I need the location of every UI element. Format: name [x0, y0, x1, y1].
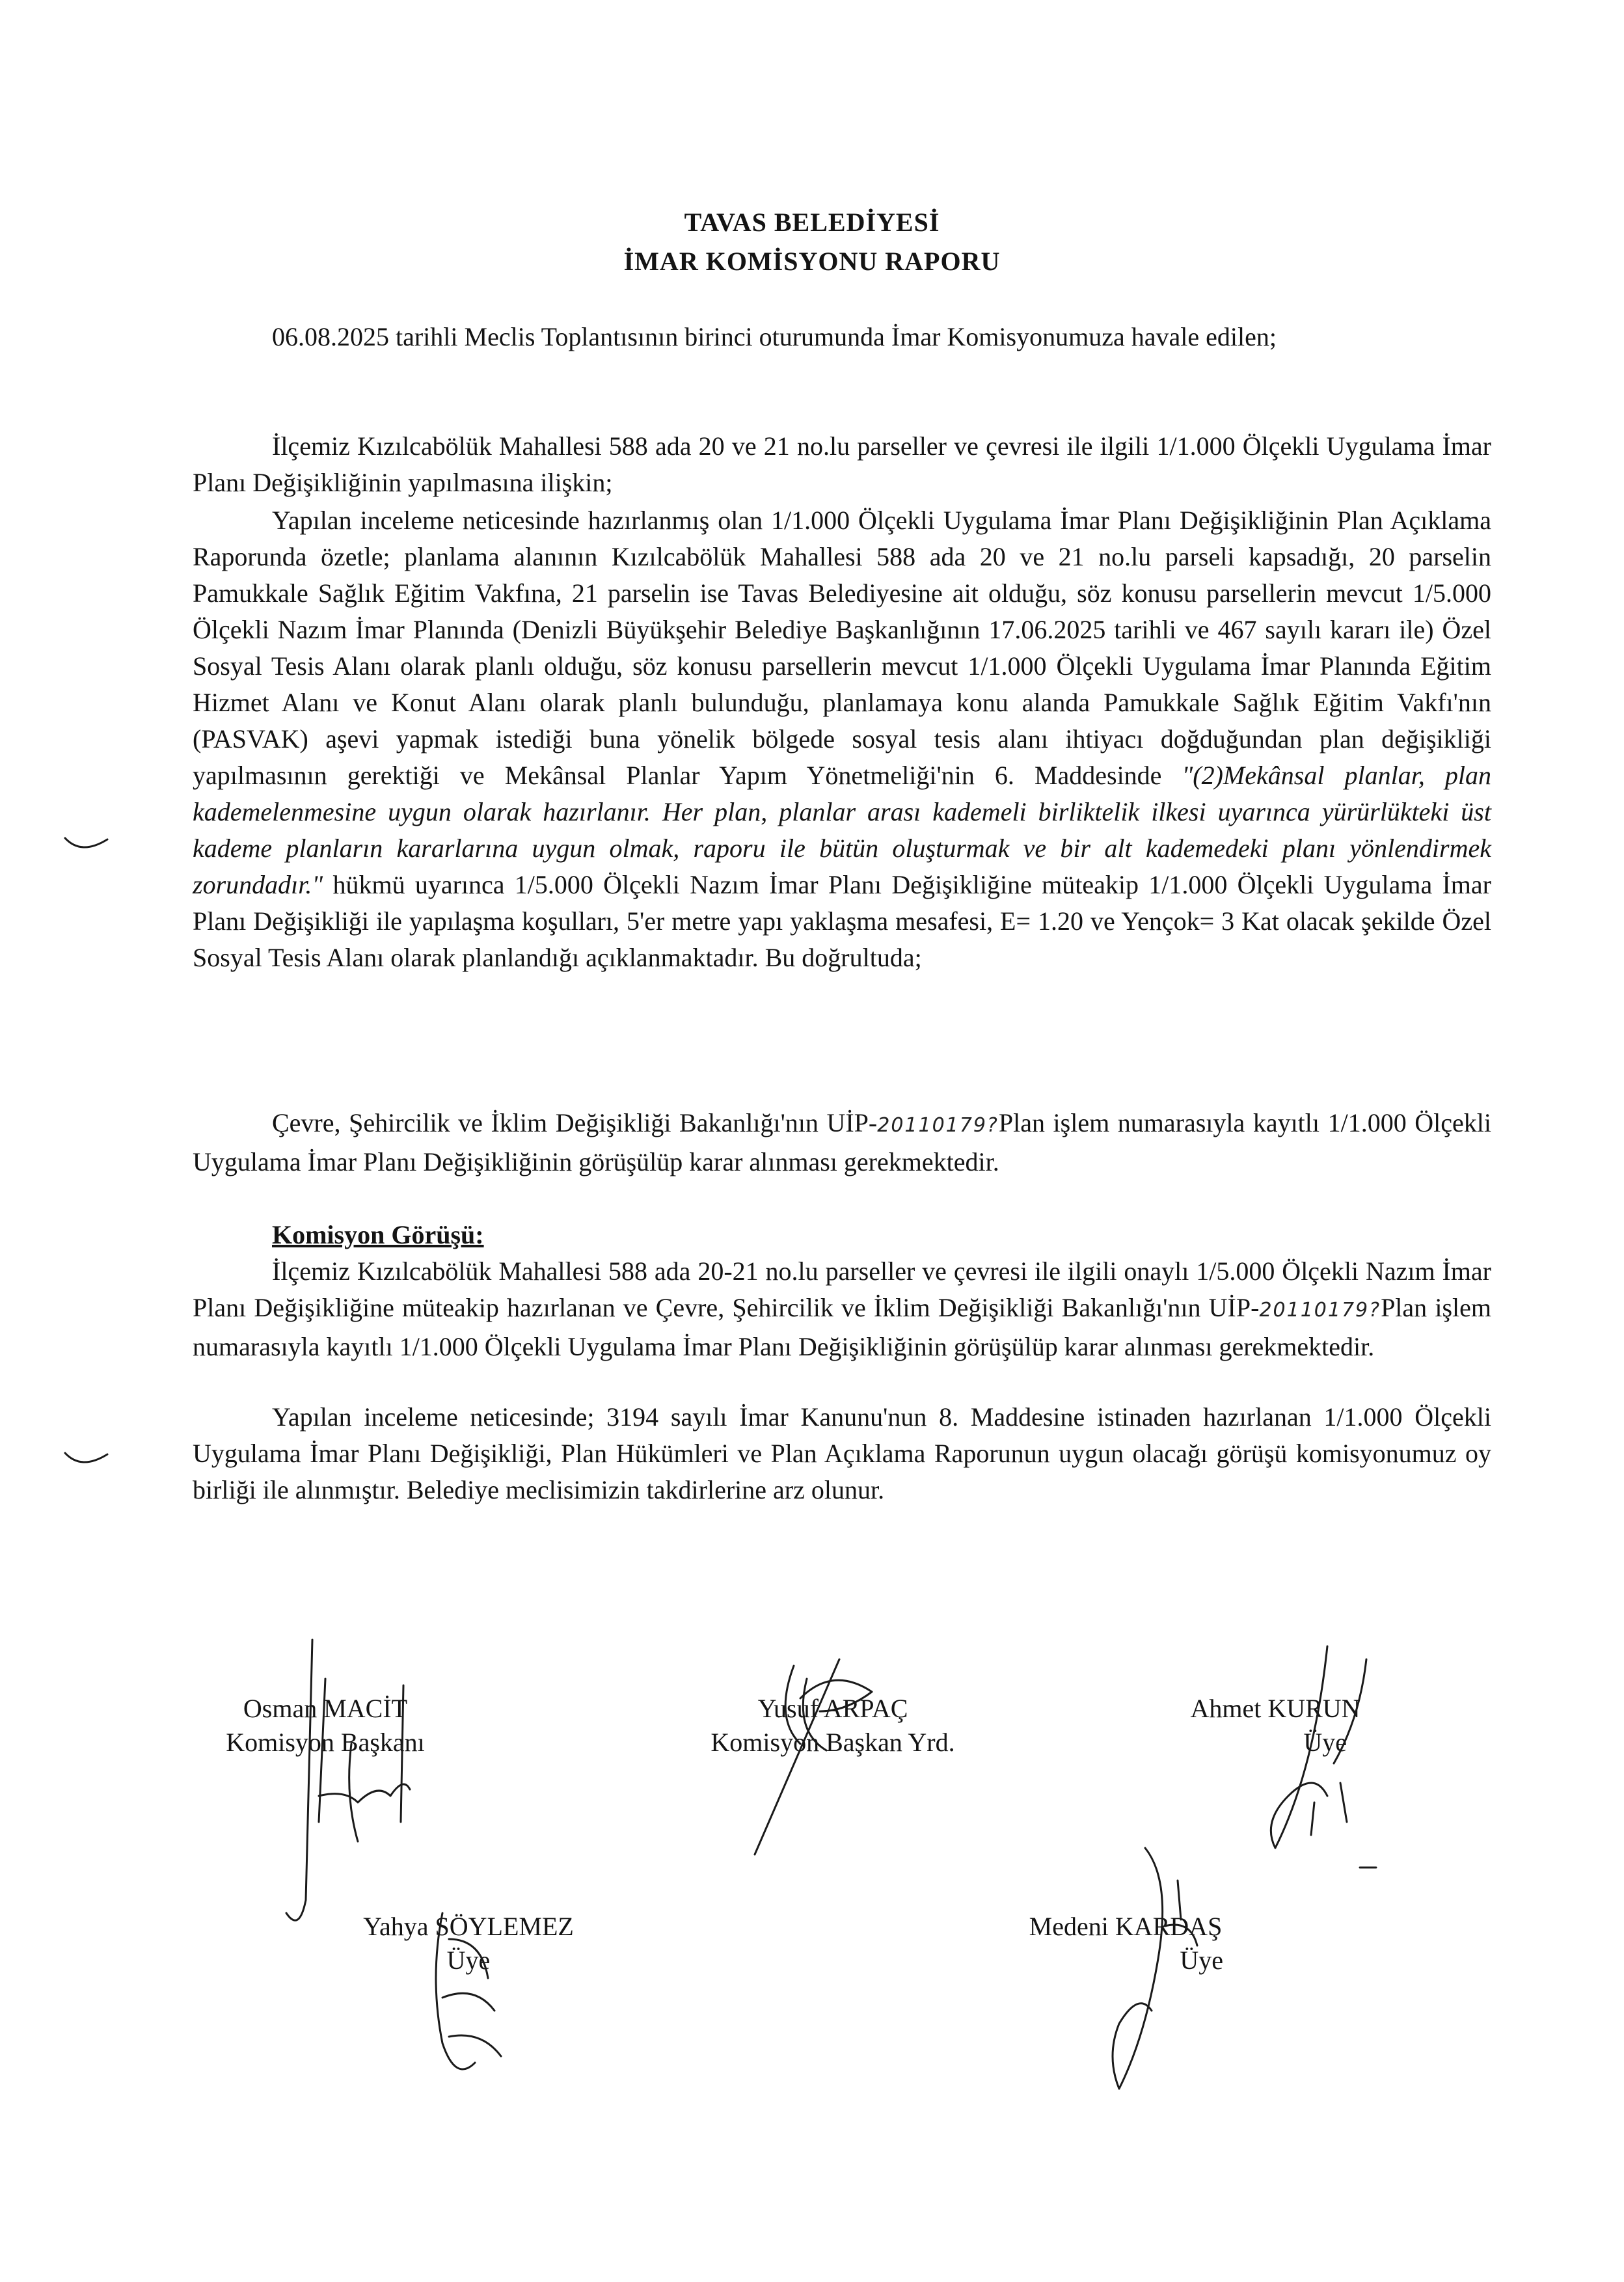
signatory-name: Yusuf ARPAÇ	[757, 1694, 908, 1723]
signature-scribble	[403, 1900, 521, 2095]
handwritten-process-number: 20110179?	[877, 1114, 999, 1137]
regulation-quote: "(2)Mekânsal planlar, plan kademelenmesine uygun olarak hazırlanır. Her plan, planlar arası kademeli birliktelik ilkesi uyarınca yürürlükteki üst kademe planların kararlarına uygun olmak, raporu ile bütün oluşturmak ve bir alt kademedeki planı yönlendirmek zorundadır."	[193, 761, 1491, 899]
punch-hole-mark	[62, 1448, 114, 1474]
intro-paragraph: 06.08.2025 tarihli Meclis Toplantısının birinci oturumunda İmar Komisyonumuza havale edilen;	[272, 322, 1277, 351]
ministry-paragraph	[193, 1105, 1491, 1180]
subject-paragraph: İlçemiz Kızılcabölük Mahallesi 588 ada 20 ve 21 no.lu parseller ve çevresi ile ilgili 1/1.000 Ölçekli Uygulama İmar Planı Değişikliğinin yapılmasına ilişkin;	[193, 431, 1491, 497]
body-text: Yapılan inceleme neticesinde hazırlanmış olan 1/1.000 Ölçekli Uygulama İmar Planı Değişikliğinin Plan Açıklama Raporunda özetle; planlama alanının Kızılcabölük Mahallesi 588 ada 20 ve 21 no.lu parseli kapsadığı, 20 parselin Pamukkale Sağlık Eğitim Vakfına, 21 parselin ise Tavas Belediyesine ait olduğu, söz konusu parsellerin mevcut 1/5.000 Ölçekli Nazım İmar Planında (Denizli Büyükşehir Belediye Başkanlığının 17.06.2025 tarihli ve 467 sayılı kararı ile) Özel Sosyal Tesis Alanı olarak planlı olduğu, söz konusu parsellerin mevcut 1/1.000 Ölçekli Uygulama İmar Planında Eğitim Hizmet Alanı ve Konut Alanı olarak planlı bulunduğu, planlamaya konu alanda Pamukkale Sağlık Eğitim Vakfı'nın (PASVAK) aşevi yapmak istediği buna yönelik bölgede sosyal tesis alanı ihtiyacı doğduğundan plan değişikliği yapılmasının gerektiği ve Mekânsal Planlar Yapım Yönetmeliği'nin 6. Maddesinde	[193, 506, 1491, 790]
signatory-name: Medeni KARDAŞ	[1029, 1912, 1223, 1941]
ministry-text: Çevre, Şehircilik ve İklim Değişikliği Bakanlığı'nın UİP-	[272, 1108, 878, 1137]
signature-scribble	[384, 1679, 423, 1835]
opinion-heading: Komisyon Görüşü:	[272, 1220, 484, 1249]
signatory-name: Osman MACİT	[243, 1694, 408, 1723]
signature-scribble	[1236, 1640, 1392, 1874]
signatory-role: Üye	[1303, 1728, 1347, 1757]
signatory-role: Komisyon Başkanı	[226, 1728, 425, 1757]
page-title: TAVAS BELEDİYESİ	[684, 208, 940, 237]
signatory-role: Üye	[1180, 1946, 1223, 1975]
opinion-paragraph-1	[193, 1253, 1491, 1365]
punch-hole-mark	[62, 833, 114, 859]
signatory-role: Üye	[446, 1946, 491, 1975]
signatory-role: Komisyon Başkan Yrd.	[710, 1728, 955, 1757]
signature-scribble	[1067, 1841, 1223, 2102]
handwritten-process-number: 20110179?	[1259, 1299, 1381, 1322]
signatory-name: Ahmet KURUN	[1190, 1694, 1360, 1723]
opinion-paragraph-2: Yapılan inceleme neticesinde; 3194 sayılı İmar Kanunu'nun 8. Maddesine istinaden hazırlanan 1/1.000 Ölçekli Uygulama İmar Planı Değişikliği, Plan Hükümleri ve Plan Açıklama Raporunun uygun olacağı görüşü komisyonumuz oy birliği ile alınmıştır. Belediye meclisimizin takdirlerine arz olunur.	[193, 1402, 1491, 1504]
body-paragraph	[193, 502, 1491, 976]
page-subtitle: İMAR KOMİSYONU RAPORU	[623, 247, 1001, 276]
opinion-text: İlçemiz Kızılcabölük Mahallesi 588 ada 20-21 no.lu parseller ve çevresi ile ilgili onaylı 1/5.000 Ölçekli Nazım İmar Planı Değişikliğine müteakip hazırlanan ve Çevre, Şehircilik ve İklim Değişikliği Bakanlığı'nın UİP-	[193, 1256, 1491, 1322]
body-text-continued: hükmü uyarınca 1/5.000 Ölçekli Nazım İmar Planı Değişikliğine müteakip 1/1.000 Ölçekli Uygulama İmar Planı Değişikliği ile yapılaşma koşulları, 5'er metre yapı yaklaşma mesafesi, E= 1.20 ve Yençok= 3 Kat olacak şekilde Özel Sosyal Tesis Alanı olarak planlandığı açıklanmaktadır. Bu doğrultuda;	[193, 870, 1491, 972]
signatory-name: Yahya SÖYLEMEZ	[363, 1912, 574, 1941]
signature-scribble	[703, 1640, 898, 1874]
ministry-text-end: Plan işlem numarasıyla kayıtlı 1/1.000 Ölçekli Uygulama İmar Planı Değişikliğinin görüşülüp karar alınması gerekmektedir.	[193, 1108, 1491, 1176]
opinion-text-end: Plan işlem numarasıyla kayıtlı 1/1.000 Ölçekli Uygulama İmar Planı Değişikliğinin görüşülüp karar alınması gerekmektedir.	[193, 1293, 1491, 1361]
